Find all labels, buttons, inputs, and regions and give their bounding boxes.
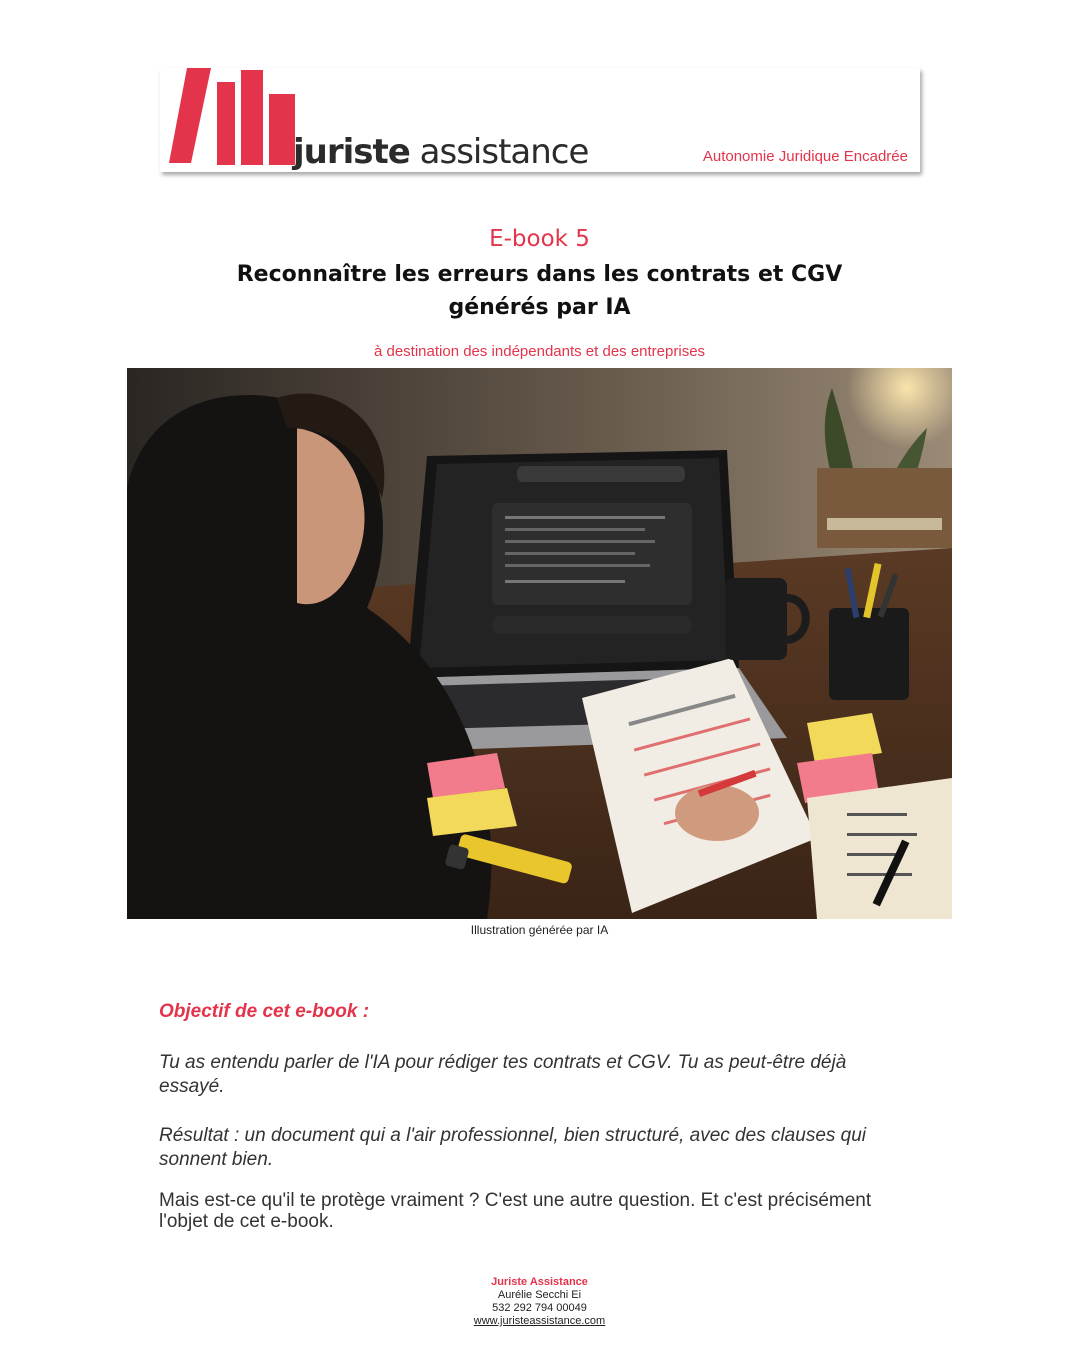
image-caption: Illustration générée par IA xyxy=(470,923,609,937)
logo-word-juriste: juriste xyxy=(293,132,410,172)
title-line-1: Reconnaître les erreurs dans les contrats et CGV xyxy=(236,262,843,287)
objective-heading: Objectif de cet e-book : xyxy=(159,1001,370,1022)
document-subtitle: à destination des indépendants et des entreprises xyxy=(373,343,706,360)
objective-paragraph-3: Mais est-ce qu'il te protège vraiment ? C'est une autre question. Et c'est précisément l'objet de cet e-book. xyxy=(159,1190,872,1232)
logo-wordmark xyxy=(293,132,588,172)
document-title xyxy=(0,258,1079,324)
footer-siret: 532 292 794 00049 xyxy=(492,1302,587,1314)
ebook-number: E-book 5 xyxy=(489,226,590,252)
logo-bars-icon xyxy=(165,68,295,168)
illustration-image xyxy=(127,368,952,919)
footer-owner: Aurélie Secchi Ei xyxy=(497,1289,582,1301)
header-banner xyxy=(160,68,920,172)
footer-website-link[interactable]: www.juristeassistance.com xyxy=(473,1315,606,1327)
footer-company: Juriste Assistance xyxy=(491,1276,588,1288)
logo-word-assistance: assistance xyxy=(419,132,589,172)
footer xyxy=(0,1276,1079,1328)
title-line-2: générés par IA xyxy=(448,295,631,320)
objective-paragraph-1: Tu as entendu parler de l'IA pour rédiger tes contrats et CGV. Tu as peut-être déjà essayé. xyxy=(159,1052,847,1097)
header-tagline: Autonomie Juridique Encadrée xyxy=(702,148,908,165)
objective-paragraph-2: Résultat : un document qui a l'air professionnel, bien structuré, avec des clauses qui sonnent bien. xyxy=(159,1125,867,1170)
